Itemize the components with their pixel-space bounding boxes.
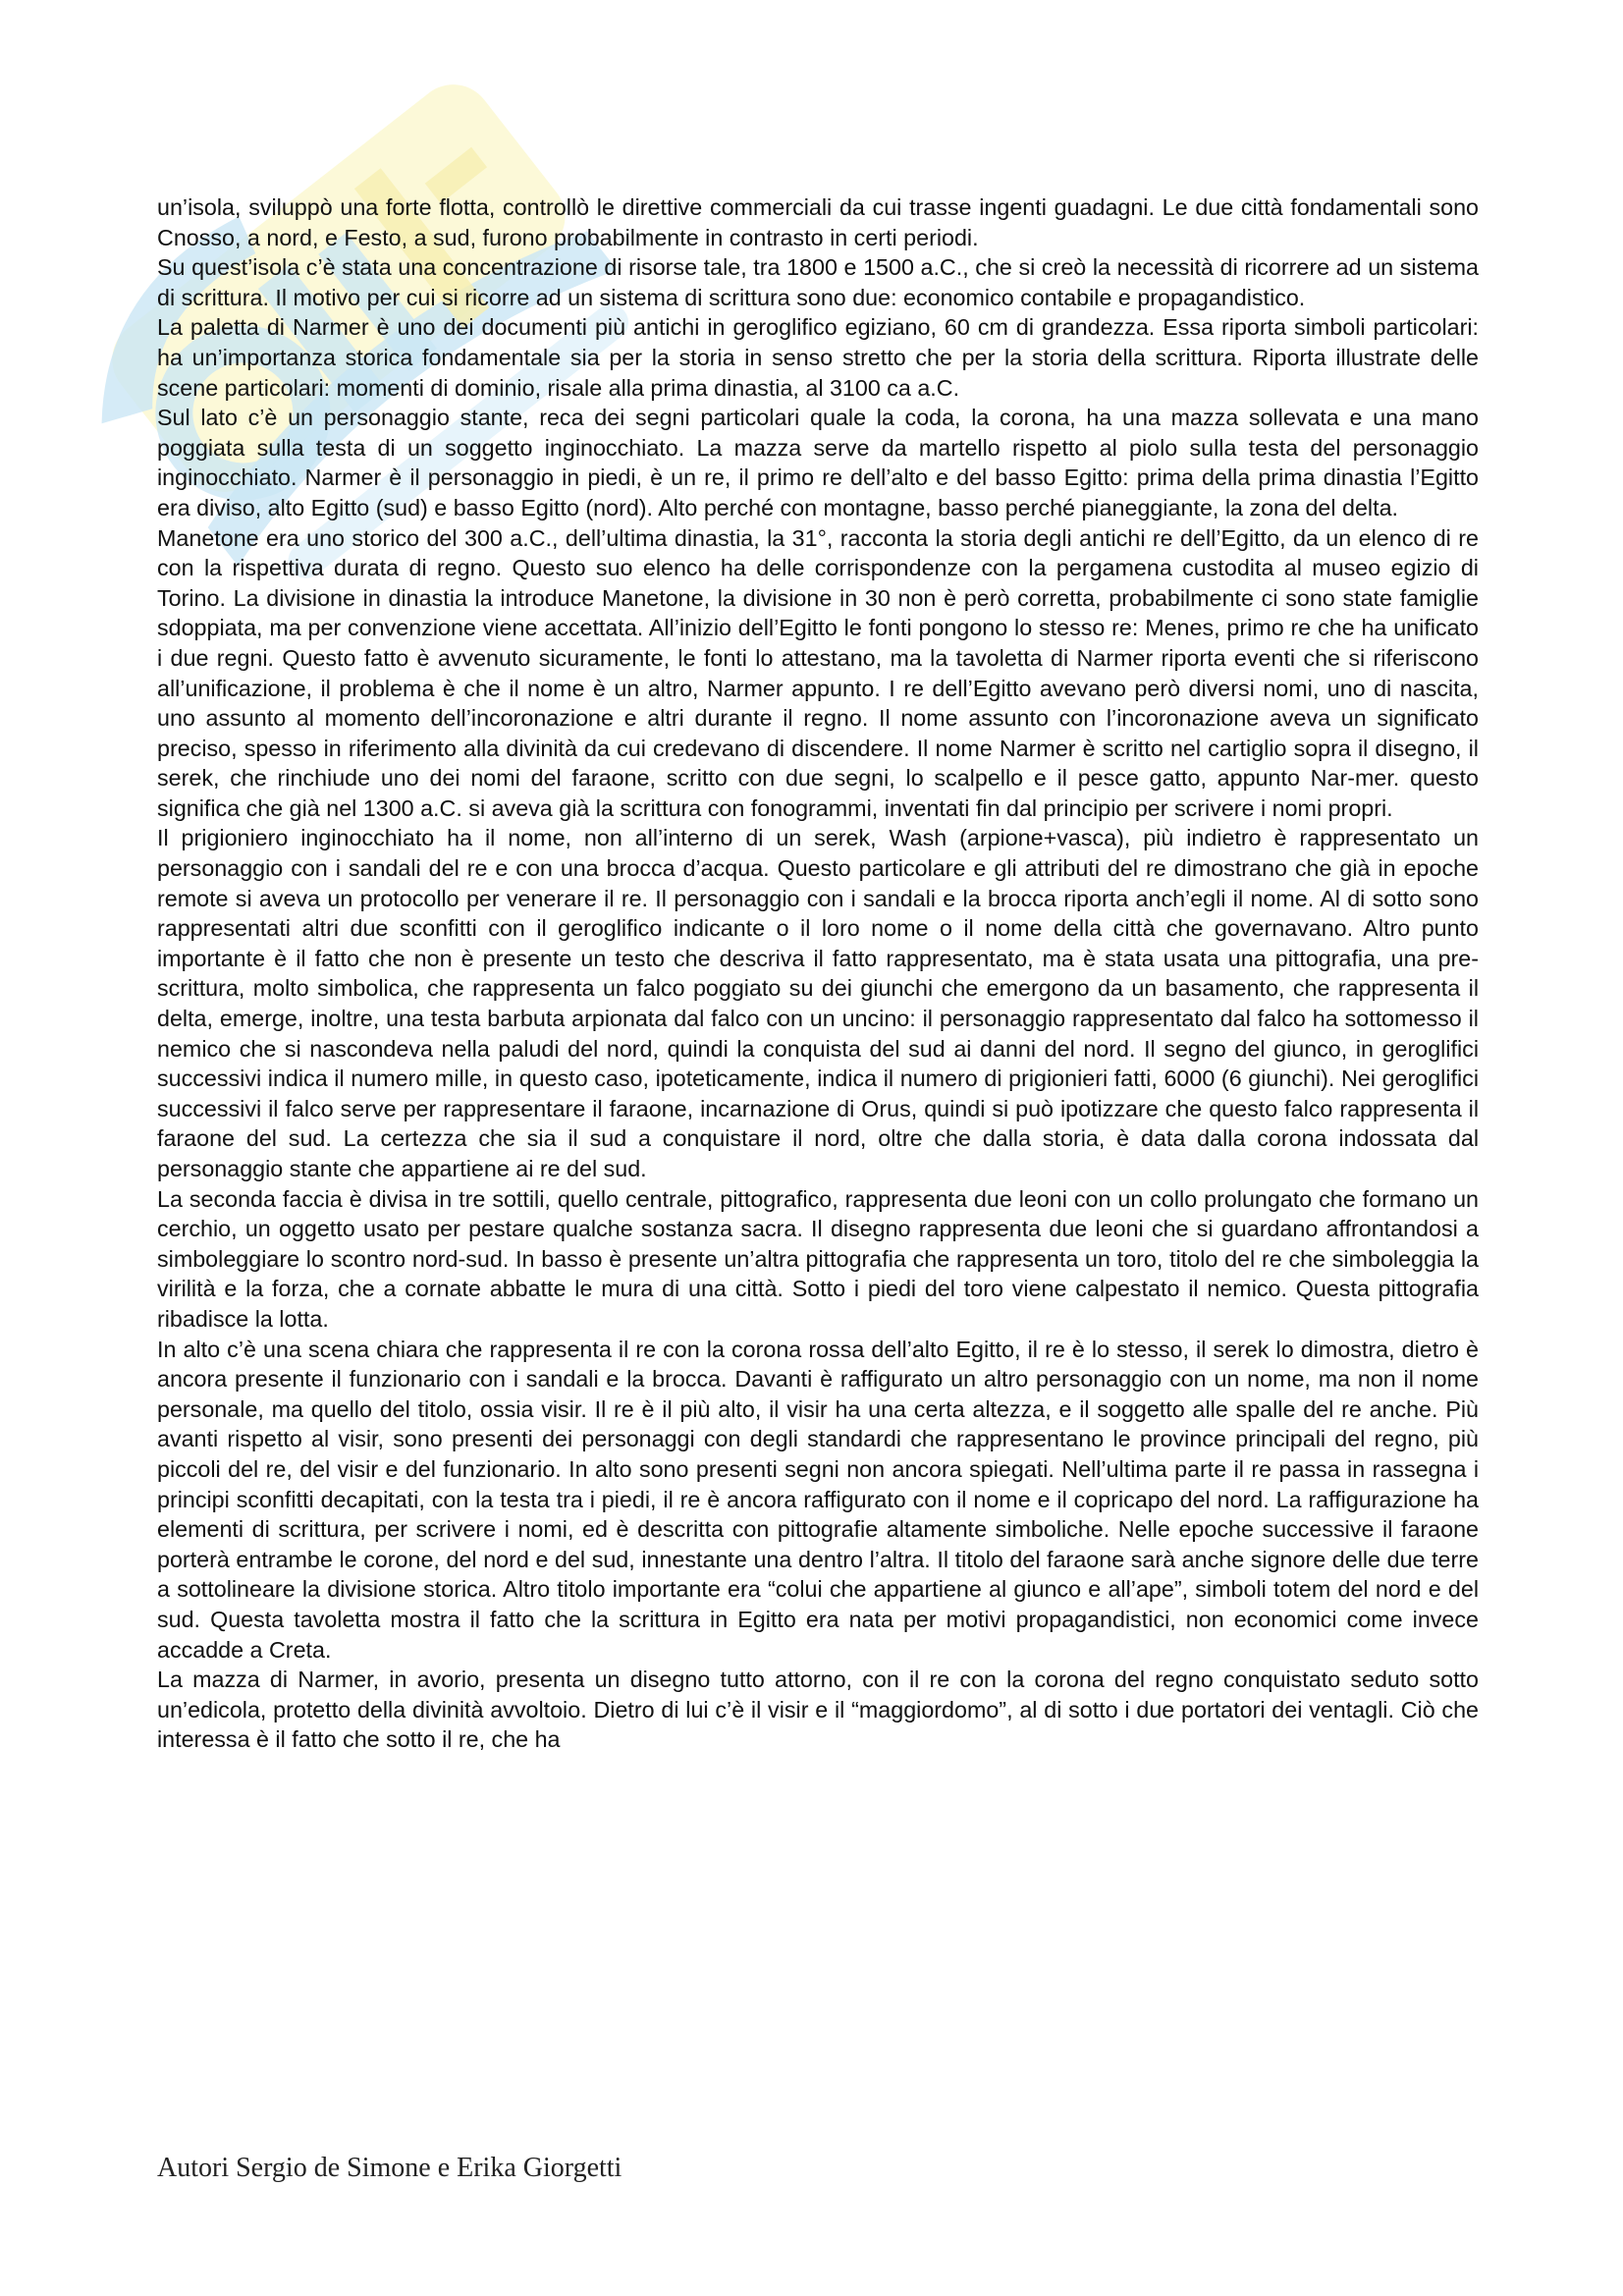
paragraph: La mazza di Narmer, in avorio, presenta un disegno tutto attorno, con il re con la corona del regno conquistato seduto sotto un’edicola, protetto della divinità avvoltoio. Dietro di lui c’è il visir e il “maggiordomo”, al di sotto i due portatori dei ventagli. Ciò che interessa è il fatto che sotto il re, che ha xyxy=(157,1667,1479,1753)
page-footer-authors: Autori Sergio de Simone e Erika Giorgetti xyxy=(157,2153,622,2183)
paragraph: Su quest’isola c’è stata una concentrazione di risorse tale, tra 1800 e 1500 a.C., che si creò la necessità di ricorrere ad un sistema di scrittura. Il motivo per cui si ricorre ad un sistema di scrittura sono due: economico contabile e propagandistico. xyxy=(157,254,1479,310)
paragraph: La seconda faccia è divisa in tre sottili, quello centrale, pittografico, rappresenta due leoni con un collo prolungato che formano un cerchio, un oggetto usato per pestare qualche sostanza sacra. Il disegno rappresenta due leoni che si guardano affrontandosi a simboleggiare lo scontro nord-sud. In basso è presente un’altra pittografia che rappresenta un toro, titolo del re che simboleggia la virilità e la forza, che a cornate abbatte le mura di una città. Sotto i piedi del toro viene calpestato il nemico. Questa pittografia ribadisce la lotta. xyxy=(157,1185,1479,1332)
document-body xyxy=(157,192,1479,1755)
paragraph: Sul lato c’è un personaggio stante, reca dei segni particolari quale la coda, la corona, ha una mazza sollevata e una mano poggiata sulla testa di un soggetto inginocchiato. La mazza serve da martello rispetto al piolo sulla testa del personaggio inginocchiato. Narmer è il personaggio in piedi, è un re, il primo re dell’alto e del basso Egitto: prima della prima dinastia l’Egitto era diviso, alto Egitto (sud) e basso Egitto (nord). Alto perché con montagne, basso perché pianeggiante, la zona del delta. xyxy=(157,405,1479,520)
paragraph: Manetone era uno storico del 300 a.C., dell’ultima dinastia, la 31°, racconta la storia degli antichi re dell’Egitto, da un elenco di re con la rispettiva durata di regno. Questo suo elenco ha delle corrispondenze con la pergamena custodita al museo egizio di Torino. La divisione in dinastia la introduce Manetone, la divisione in 30 non è però corretta, probabilmente ci sono state famiglie sdoppiata, ma per convenzione viene accettata. All’inizio dell’Egitto le fonti pongono lo stesso re: Menes, primo re che ha unificato i due regni. Questo fatto è avvenuto sicuramente, le fonti lo attestano, ma la tavoletta di Narmer riporta eventi che si riferiscono all’unificazione, il problema è che il nome è un altro, Narmer appunto. I re dell’Egitto avevano però diversi nomi, uno di nascita, uno assunto al momento dell’incoronazione e altri durante il regno. Il nome assunto con l’incoronazione aveva un significato preciso, spesso in riferimento alla divinità da cui credevano di discendere. Il nome Narmer è scritto nel cartiglio sopra il disegno, il serek, che rinchiude uno dei nomi del faraone, scritto con due segni, lo scalpello e il pesce gatto, appunto Nar-mer. questo significa che già nel 1300 a.C. si aveva già la scrittura con fonogrammi, inventati fin dal principio per scrivere i nomi propri. xyxy=(157,524,1479,821)
paragraph: Il prigioniero inginocchiato ha il nome, non all’interno di un serek, Wash (arpione+vasca), più indietro è rappresentato un personaggio con i sandali del re e con una brocca d’acqua. Questo particolare e gli attributi del re dimostrano che già in epoche remote si aveva un protocollo per venerare il re. Il personaggio con i sandali e la brocca riporta anch’egli il nome. Al di sotto sono rappresentati altri due sconfitti con il geroglifico indicante o il loro nome o il nome della città che governavano. Altro punto importante è il fatto che non è presente un testo che descriva il fatto rappresentato, ma è stata usata una pittografia, una pre-scrittura, molto simbolica, che rappresenta un falco poggiato su dei giunchi che emergono da un basamento, che rappresenta il delta, emerge, inoltre, una testa barbuta arpionata dal falco con un uncino: il personaggio rappresentato dal falco ha sottomesso il nemico che si nascondeva nella paludi del nord, quindi la conquista del sud ai danni del nord. Il segno del giunco, in geroglifici successivi indica il numero mille, in questo caso, ipoteticamente, indica il numero di prigionieri fatti, 6000 (6 giunchi). Nei geroglifici successivi il falco serve per rappresentare il faraone, incarnazione di Orus, quindi si può ipotizzare che questo falco rappresenta il faraone del sud. La certezza che sia il sud a conquistare il nord, oltre che dalla storia, è data dalla corona indossata dal personaggio stante che appartiene ai re del sud. xyxy=(157,825,1479,1181)
paragraph: un’isola, sviluppò una forte flotta, controllò le direttive commerciali da cui trasse ingenti guadagni. Le due città fondamentali sono Cnosso, a nord, e Festo, a sud, furono probabilmente in contrasto in certi periodi. xyxy=(157,194,1479,250)
paragraph: In alto c’è una scena chiara che rappresenta il re con la corona rossa dell’alto Egitto, il re è lo stesso, il serek lo dimostra, dietro è ancora presente il funzionario con i sandali e la brocca. Davanti è raffigurato un altro personaggio con un nome, ma non il nome personale, ma quello del titolo, ossia visir. Il re è il più alto, il visir ha una certa altezza, e il soggetto alle spalle del re anche. Più avanti rispetto al visir, sono presenti dei personaggi con degli standardi che rappresentano le province principali del regno, più piccoli del re, del visir e del funzionario. In alto sono presenti segni non ancora spiegati. Nell’ultima parte il re passa in rassegna i principi sconfitti decapitati, con la testa tra i piedi, il re è ancora raffigurato con il nome e il copricapo del nord. La raffigurazione ha elementi di scrittura, per scrivere i nomi, ed è descritta con pittografie altamente simboliche. Nelle epoche successive il faraone porterà entrambe le corone, del nord e del sud, innestante una dentro l’altra. Il titolo del faraone sarà anche signore delle due terre a sottolineare la divisione storica. Altro titolo importante era “colui che appartiene al giunco e all’ape”, simboli totem del nord e del sud. Questa tavoletta mostra il fatto che la scrittura in Egitto era nata per motivi propagandistici, non economici come invece accadde a Creta. xyxy=(157,1336,1479,1663)
paragraph: La paletta di Narmer è uno dei documenti più antichi in geroglifico egiziano, 60 cm di grandezza. Essa riporta simboli particolari: ha un’importanza storica fondamentale sia per la storia in senso stretto che per la storia della scrittura. Riporta illustrate delle scene particolari: momenti di dominio, risale alla prima dinastia, al 3100 ca a.C. xyxy=(157,314,1479,401)
